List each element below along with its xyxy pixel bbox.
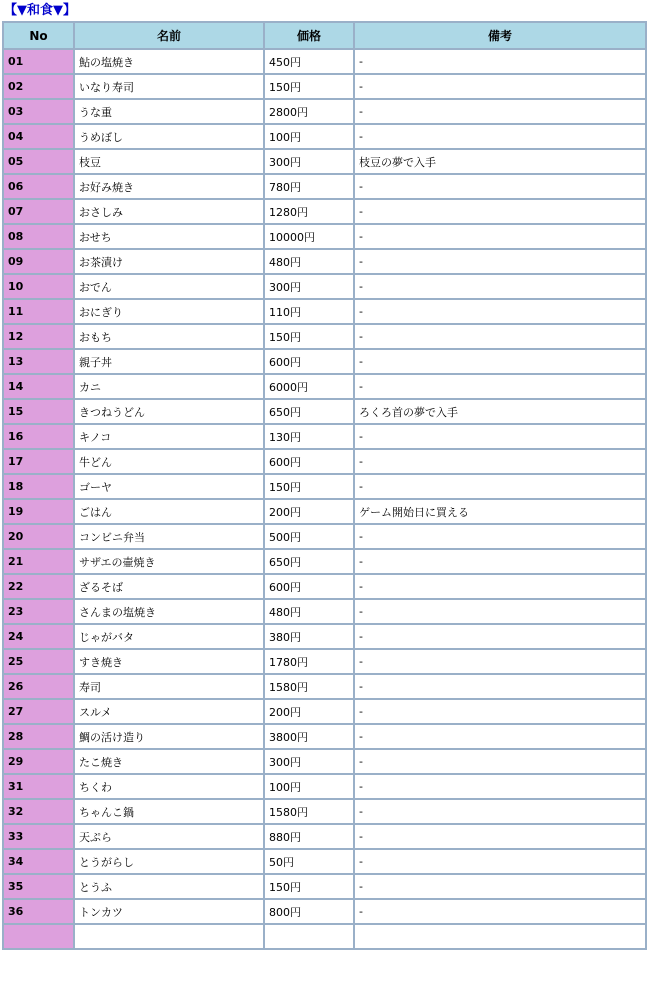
name-cell: おさしみ	[75, 200, 263, 223]
note-cell: -	[355, 375, 645, 398]
note-cell: -	[355, 775, 645, 798]
no-cell: 21	[4, 550, 73, 573]
no-cell: 24	[4, 625, 73, 648]
no-cell: 19	[4, 500, 73, 523]
table-row	[4, 900, 645, 923]
price-cell: 780円	[265, 175, 353, 198]
note-cell: -	[355, 900, 645, 923]
note-cell: 枝豆の夢で入手	[355, 150, 645, 173]
note-cell: -	[355, 625, 645, 648]
name-cell: トンカツ	[75, 900, 263, 923]
no-cell: 31	[4, 775, 73, 798]
price-cell	[265, 925, 353, 948]
name-cell: おもち	[75, 325, 263, 348]
table-row	[4, 675, 645, 698]
note-cell: -	[355, 200, 645, 223]
price-cell: 880円	[265, 825, 353, 848]
no-cell: 02	[4, 75, 73, 98]
table-row	[4, 850, 645, 873]
table-row	[4, 475, 645, 498]
no-cell: 23	[4, 600, 73, 623]
price-cell: 130円	[265, 425, 353, 448]
price-cell: 3800円	[265, 725, 353, 748]
no-cell	[4, 925, 73, 948]
no-cell: 16	[4, 425, 73, 448]
no-cell: 03	[4, 100, 73, 123]
no-cell: 29	[4, 750, 73, 773]
table-row	[4, 350, 645, 373]
table-row	[4, 425, 645, 448]
table-row	[4, 750, 645, 773]
table-row	[4, 800, 645, 823]
table-row	[4, 925, 645, 948]
table-body	[4, 50, 645, 948]
price-cell: 480円	[265, 600, 353, 623]
name-cell: 寿司	[75, 675, 263, 698]
note-cell: -	[355, 50, 645, 73]
note-cell: -	[355, 475, 645, 498]
name-cell: すき焼き	[75, 650, 263, 673]
name-cell: おにぎり	[75, 300, 263, 323]
table-row	[4, 575, 645, 598]
note-cell: -	[355, 425, 645, 448]
price-cell: 2800円	[265, 100, 353, 123]
note-cell: -	[355, 725, 645, 748]
table-row	[4, 325, 645, 348]
name-cell: コンビニ弁当	[75, 525, 263, 548]
note-cell: -	[355, 300, 645, 323]
note-cell	[355, 925, 645, 948]
name-cell: きつねうどん	[75, 400, 263, 423]
name-cell: とうがらし	[75, 850, 263, 873]
no-cell: 13	[4, 350, 73, 373]
table-row	[4, 100, 645, 123]
name-cell: 親子丼	[75, 350, 263, 373]
note-cell: -	[355, 225, 645, 248]
price-cell: 600円	[265, 350, 353, 373]
name-cell: キノコ	[75, 425, 263, 448]
table-row	[4, 725, 645, 748]
no-cell: 17	[4, 450, 73, 473]
name-cell: ちゃんこ鍋	[75, 800, 263, 823]
note-cell: -	[355, 850, 645, 873]
note-cell: -	[355, 275, 645, 298]
note-cell: -	[355, 75, 645, 98]
table-row	[4, 75, 645, 98]
note-cell: -	[355, 800, 645, 823]
name-cell	[75, 925, 263, 948]
price-cell: 300円	[265, 150, 353, 173]
table-row	[4, 175, 645, 198]
price-cell: 650円	[265, 400, 353, 423]
price-cell: 450円	[265, 50, 353, 73]
table-row	[4, 625, 645, 648]
table-row	[4, 500, 645, 523]
name-cell: おせち	[75, 225, 263, 248]
note-cell: -	[355, 575, 645, 598]
name-cell: お茶漬け	[75, 250, 263, 273]
no-cell: 06	[4, 175, 73, 198]
table-row	[4, 225, 645, 248]
price-cell: 800円	[265, 900, 353, 923]
table-row	[4, 825, 645, 848]
price-cell: 200円	[265, 700, 353, 723]
no-cell: 14	[4, 375, 73, 398]
table-row	[4, 400, 645, 423]
name-cell: おでん	[75, 275, 263, 298]
price-cell: 650円	[265, 550, 353, 573]
table-row	[4, 600, 645, 623]
no-cell: 34	[4, 850, 73, 873]
header-note: 備考	[355, 23, 645, 48]
note-cell: -	[355, 550, 645, 573]
no-cell: 08	[4, 225, 73, 248]
price-cell: 480円	[265, 250, 353, 273]
note-cell: -	[355, 600, 645, 623]
price-cell: 1580円	[265, 675, 353, 698]
no-cell: 20	[4, 525, 73, 548]
name-cell: お好み焼き	[75, 175, 263, 198]
note-cell: -	[355, 125, 645, 148]
name-cell: たこ焼き	[75, 750, 263, 773]
name-cell: スルメ	[75, 700, 263, 723]
header-name: 名前	[75, 23, 263, 48]
name-cell: うめぼし	[75, 125, 263, 148]
price-cell: 100円	[265, 775, 353, 798]
name-cell: ちくわ	[75, 775, 263, 798]
header-row	[4, 23, 645, 48]
table-row	[4, 650, 645, 673]
price-cell: 6000円	[265, 375, 353, 398]
table-row	[4, 125, 645, 148]
no-cell: 22	[4, 575, 73, 598]
note-cell: -	[355, 175, 645, 198]
price-cell: 50円	[265, 850, 353, 873]
name-cell: ざるそば	[75, 575, 263, 598]
no-cell: 04	[4, 125, 73, 148]
no-cell: 10	[4, 275, 73, 298]
no-cell: 18	[4, 475, 73, 498]
note-cell: ゲーム開始日に買える	[355, 500, 645, 523]
table-row	[4, 300, 645, 323]
price-cell: 150円	[265, 475, 353, 498]
name-cell: 天ぷら	[75, 825, 263, 848]
price-cell: 600円	[265, 450, 353, 473]
name-cell: 牛どん	[75, 450, 263, 473]
no-cell: 26	[4, 675, 73, 698]
name-cell: 鮎の塩焼き	[75, 50, 263, 73]
name-cell: ゴーヤ	[75, 475, 263, 498]
section-title: 【▼和食▼】	[4, 3, 76, 18]
header-no: No	[4, 23, 73, 48]
price-cell: 1780円	[265, 650, 353, 673]
no-cell: 07	[4, 200, 73, 223]
table-row	[4, 450, 645, 473]
note-cell: -	[355, 450, 645, 473]
table-row	[4, 875, 645, 898]
no-cell: 32	[4, 800, 73, 823]
japanese-food-table	[2, 21, 647, 950]
price-cell: 1280円	[265, 200, 353, 223]
no-cell: 05	[4, 150, 73, 173]
note-cell: -	[355, 525, 645, 548]
no-cell: 35	[4, 875, 73, 898]
table-row	[4, 275, 645, 298]
note-cell: -	[355, 100, 645, 123]
price-cell: 500円	[265, 525, 353, 548]
price-cell: 300円	[265, 275, 353, 298]
price-cell: 1580円	[265, 800, 353, 823]
name-cell: うな重	[75, 100, 263, 123]
price-cell: 110円	[265, 300, 353, 323]
name-cell: じゃがバタ	[75, 625, 263, 648]
header-price: 価格	[265, 23, 353, 48]
table-row	[4, 700, 645, 723]
table-row	[4, 775, 645, 798]
name-cell: いなり寿司	[75, 75, 263, 98]
name-cell: とうふ	[75, 875, 263, 898]
price-cell: 380円	[265, 625, 353, 648]
note-cell: -	[355, 700, 645, 723]
table-row	[4, 150, 645, 173]
no-cell: 36	[4, 900, 73, 923]
note-cell: -	[355, 750, 645, 773]
table-row	[4, 525, 645, 548]
price-cell: 10000円	[265, 225, 353, 248]
table-row	[4, 250, 645, 273]
no-cell: 25	[4, 650, 73, 673]
table-row	[4, 200, 645, 223]
price-cell: 300円	[265, 750, 353, 773]
table-row	[4, 375, 645, 398]
no-cell: 12	[4, 325, 73, 348]
note-cell: -	[355, 325, 645, 348]
price-cell: 100円	[265, 125, 353, 148]
price-cell: 200円	[265, 500, 353, 523]
note-cell: -	[355, 825, 645, 848]
name-cell: さんまの塩焼き	[75, 600, 263, 623]
no-cell: 01	[4, 50, 73, 73]
price-cell: 150円	[265, 75, 353, 98]
note-cell: ろくろ首の夢で入手	[355, 400, 645, 423]
table-row	[4, 550, 645, 573]
note-cell: -	[355, 250, 645, 273]
name-cell: サザエの壷焼き	[75, 550, 263, 573]
price-cell: 600円	[265, 575, 353, 598]
no-cell: 27	[4, 700, 73, 723]
note-cell: -	[355, 650, 645, 673]
note-cell: -	[355, 875, 645, 898]
note-cell: -	[355, 350, 645, 373]
no-cell: 09	[4, 250, 73, 273]
price-cell: 150円	[265, 875, 353, 898]
name-cell: 鯛の活け造り	[75, 725, 263, 748]
price-cell: 150円	[265, 325, 353, 348]
name-cell: ごはん	[75, 500, 263, 523]
no-cell: 11	[4, 300, 73, 323]
name-cell: カニ	[75, 375, 263, 398]
name-cell: 枝豆	[75, 150, 263, 173]
no-cell: 28	[4, 725, 73, 748]
no-cell: 33	[4, 825, 73, 848]
note-cell: -	[355, 675, 645, 698]
no-cell: 15	[4, 400, 73, 423]
table-row	[4, 50, 645, 73]
